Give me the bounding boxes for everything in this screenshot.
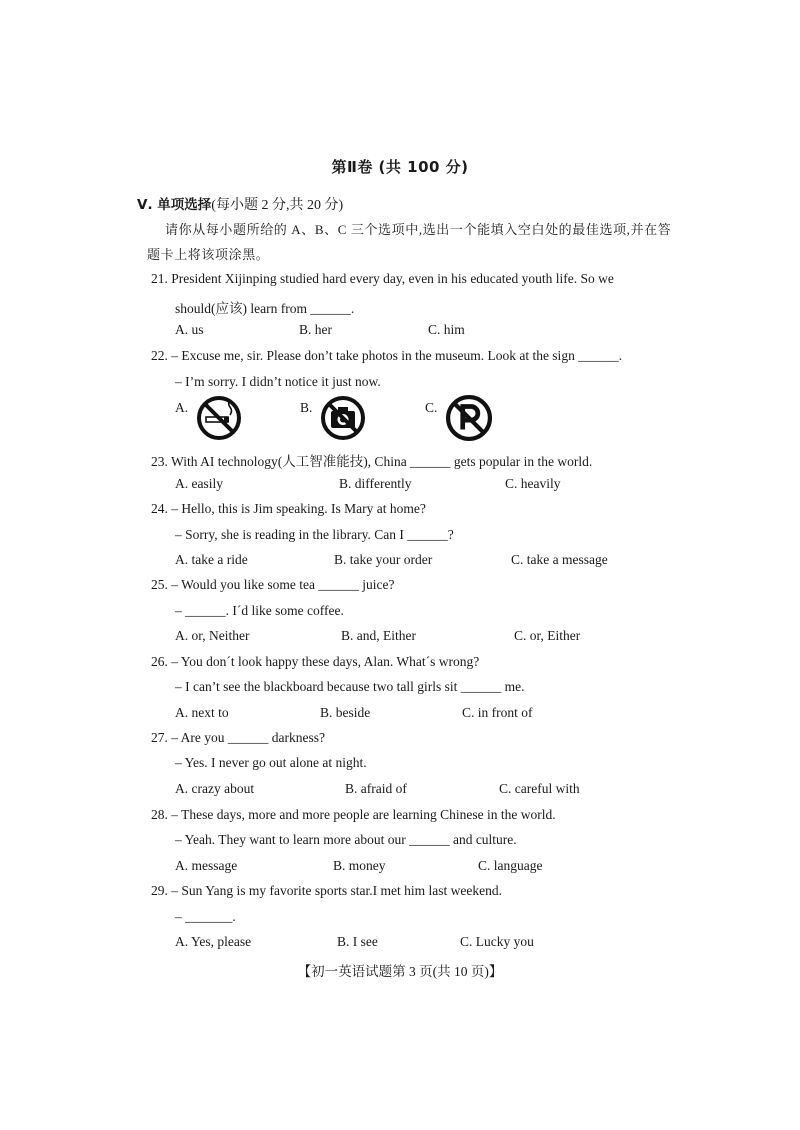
question-22-option-a: A. xyxy=(175,400,189,415)
question-24-line-2: – Sorry, she is reading in the library. Can I ______? xyxy=(175,527,454,542)
question-21-line-2: should(应该) learn from ______. xyxy=(175,301,355,316)
question-22-option-b: B. xyxy=(300,400,313,415)
question-27-line-1: 27. – Are you ______ darkness? xyxy=(151,730,325,745)
question-25-option-c: C. or, Either xyxy=(514,628,581,643)
page-footer: 【初一英语试题第 3 页(共 10 页)】 xyxy=(297,964,503,979)
question-27-option-c: C. careful with xyxy=(499,781,580,796)
no-smoking-icon xyxy=(197,396,241,440)
question-25-option-a: A. or, Neither xyxy=(175,628,250,643)
question-26-option-b: B. beside xyxy=(320,705,371,720)
question-24-option-c: C. take a message xyxy=(511,552,608,567)
question-23-option-a: A. easily xyxy=(175,476,223,491)
question-25-line-1: 25. – Would you like some tea ______ juice? xyxy=(151,577,395,592)
question-28-line-2: – Yeah. They want to learn more about our ______ and culture. xyxy=(175,832,517,847)
question-23-option-c: C. heavily xyxy=(505,476,561,491)
question-27-option-b: B. afraid of xyxy=(345,781,407,796)
question-23-option-b: B. differently xyxy=(339,476,412,491)
question-21-option-a: A. us xyxy=(175,322,204,337)
question-25-line-2: – ______. I´d like some coffee. xyxy=(175,603,344,618)
question-28-line-1: 28. – These days, more and more people are learning Chinese in the world. xyxy=(151,807,556,822)
question-22-line-1: 22. – Excuse me, sir. Please don’t take photos in the museum. Look at the sign ______. xyxy=(151,348,623,363)
page-title: 第Ⅱ卷 (共 100 分) xyxy=(331,158,469,176)
question-22-line-2: – I’m sorry. I didn’t notice it just now. xyxy=(175,374,381,389)
question-21-line-1: 21. President Xijinping studied hard every day, even in his educated youth life. So we xyxy=(151,271,614,286)
section-heading xyxy=(137,193,343,214)
section-heading-bold: Ⅴ. 单项选择 xyxy=(137,197,212,213)
question-24-line-1: 24. – Hello, this is Jim speaking. Is Mary at home? xyxy=(151,501,426,516)
question-28-option-b: B. money xyxy=(333,858,386,873)
question-24-option-a: A. take a ride xyxy=(175,552,248,567)
question-24-option-b: B. take your order xyxy=(334,552,433,567)
question-29-line-2: – _______. xyxy=(175,909,236,924)
question-29-line-1: 29. – Sun Yang is my favorite sports star.I met him last weekend. xyxy=(151,883,502,898)
question-28-option-a: A. message xyxy=(175,858,238,873)
question-25-option-b: B. and, Either xyxy=(341,628,416,643)
question-29-option-a: A. Yes, please xyxy=(175,934,252,949)
question-26-line-2: – I can’t see the blackboard because two tall girls sit ______ me. xyxy=(175,679,525,694)
question-29-option-b: B. I see xyxy=(337,934,378,949)
question-26-line-1: 26. – You don´t look happy these days, Alan. What´s wrong? xyxy=(151,654,480,669)
no-parking-icon xyxy=(446,395,492,441)
section-heading-points: (每小题 2 分,共 20 分) xyxy=(211,198,344,213)
question-29-option-c: C. Lucky you xyxy=(460,934,534,949)
question-28-option-c: C. language xyxy=(478,858,543,873)
question-21-option-c: C. him xyxy=(428,322,465,337)
question-26-option-c: C. in front of xyxy=(462,705,533,720)
section-instruction: 请你从每小题所给的 A、B、C 三个选项中,选出一个能填入空白处的最佳选项,并在答题卡上将该项涂黑。 xyxy=(147,222,672,262)
question-26-option-a: A. next to xyxy=(175,705,229,720)
question-27-option-a: A. crazy about xyxy=(175,781,255,796)
question-23-line-1: 23. With AI technology(人工智准能技), China ______ gets popular in the world. xyxy=(151,454,593,469)
question-21-option-b: B. her xyxy=(299,322,332,337)
question-22-option-c: C. xyxy=(425,400,438,415)
question-27-line-2: – Yes. I never go out alone at night. xyxy=(175,755,367,770)
no-camera-icon xyxy=(321,396,365,440)
